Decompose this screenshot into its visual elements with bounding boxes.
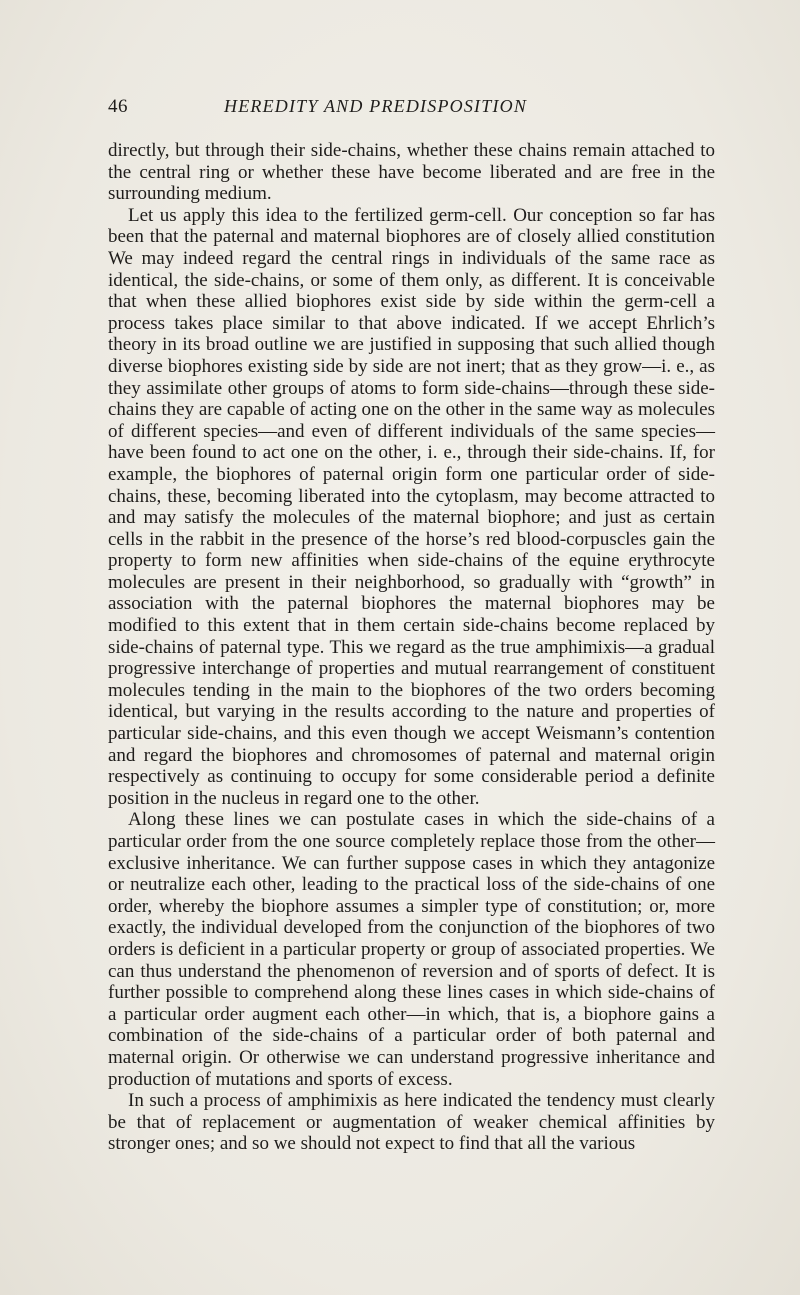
page-number: 46: [108, 96, 128, 117]
body-text: [108, 140, 715, 1155]
paragraph-2: Let us apply this idea to the fertilized germ-cell. Our conception so far has been that the paternal and maternal biophores are of closely allied constitution We may indeed regard the central rings in individuals of the same race as identical, the side-chains, or some of them only, as different. It is conceivable that when these allied biophores exist side by side within the germ-cell a process takes place similar to that above indicated. If we accept Ehrlich’s theory in its broad outline we are justified in supposing that such allied though diverse biophores existing side by side are not inert; that as they grow—i. e., as they assimilate other groups of atoms to form side-chains—through these side-chains they are capable of acting one on the other in the same way as molecules of different species—and even of different individuals of the same species—have been found to act one on the other, i. e., through their side-chains. If, for example, the biophores of paternal origin form one particular order of side-chains, these, becoming liberated into the cytoplasm, may become attracted to and may satisfy the molecules of the maternal biophore; and just as certain cells in the rabbit in the presence of the horse’s red blood-corpuscles gain the property to form new affinities when side-chains of the equine erythrocyte molecules are present in their neighborhood, so gradually with “growth” in association with the paternal biophores the maternal biophores may be modified to this extent that in them certain side-chains become replaced by side-chains of paternal type. This we regard as the true amphimixis—a gradual progressive interchange of properties and mutual rearrangement of constituent molecules tending in the main to the biophores of the two orders becoming identical, but varying in the results according to the nature and properties of particular side-chains, and this even though we accept Weismann’s contention and regard the biophores and chromosomes of paternal and maternal origin respectively as continuing to occupy for some considerable period a definite position in the nucleus in regard one to the other.: [108, 204, 715, 809]
running-head: HEREDITY AND PREDISPOSITION: [224, 96, 528, 116]
paragraph-4: In such a process of amphimixis as here indicated the tendency must clearly be that of replacement or augmentation of weaker chemical affinities by stronger ones; and so we should not expect to find that all the various: [108, 1090, 715, 1155]
page-header: [108, 96, 715, 122]
paragraph-1: directly, but through their side-chains, whether these chains remain attached to the central ring or whether these have become liberated and are free in the surrounding medium.: [108, 140, 715, 205]
paragraph-3: Along these lines we can postulate cases in which the side-chains of a particular order from the one source completely replace those from the other—exclusive inheritance. We can further suppose cases in which they antagonize or neutralize each other, leading to the practical loss of the side-chains of one order, whereby the biophore assumes a simpler type of constitution; or, more exactly, the individual developed from the conjunction of the biophores of two orders is deficient in a particular property or group of associated properties. We can thus understand the phenomenon of reversion and of sports of defect. It is further possible to comprehend along these lines cases in which side-chains of a particular order augment each other—in which, that is, a biophore gains a combination of the side-chains of a particular order of both paternal and maternal origin. Or otherwise we can understand progressive inheritance and production of mutations and sports of excess.: [108, 809, 715, 1090]
